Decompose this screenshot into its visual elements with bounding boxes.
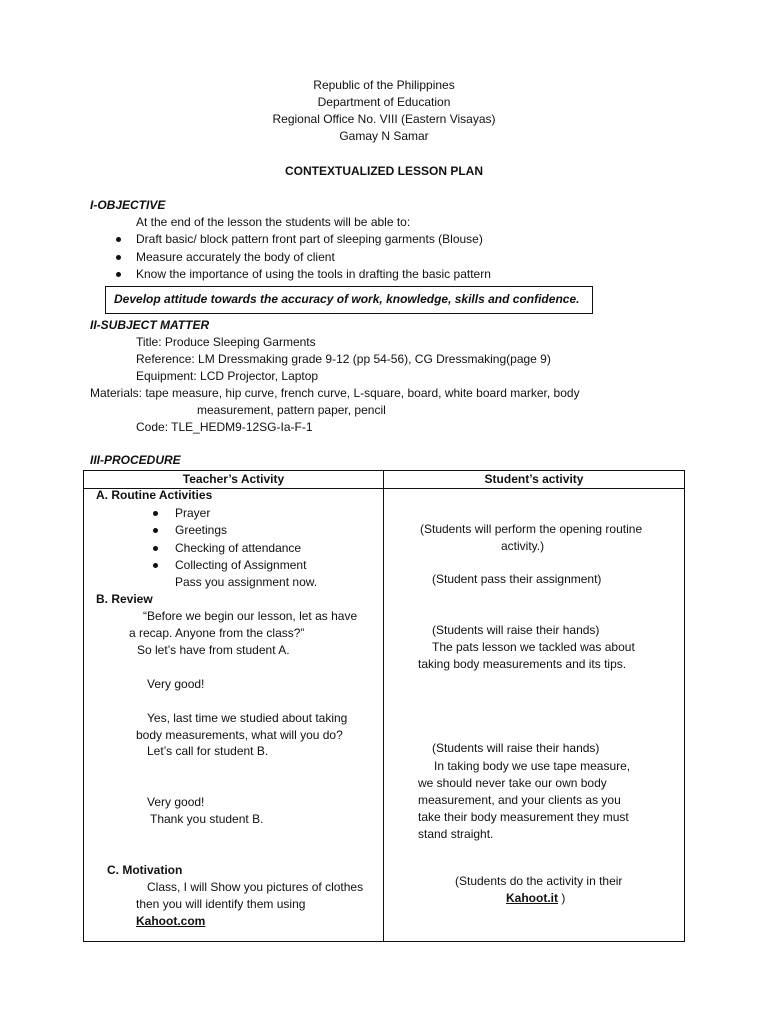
objective-bullet-1: Draft basic/ block pattern front part of sleeping garments (Blouse) — [136, 232, 483, 246]
objective-heading: I-OBJECTIVE — [90, 198, 166, 212]
objective-boxed-text: Develop attitude towards the accuracy of work, knowledge, skills and confidence. — [114, 292, 580, 306]
motivation-label: C. Motivation — [107, 863, 183, 877]
kahoot-com-link[interactable]: Kahoot.com — [136, 914, 206, 928]
document-title: CONTEXTUALIZED LESSON PLAN — [284, 164, 483, 178]
student-answer-b-1: In taking body we use tape measure, — [434, 759, 631, 773]
routine-item: Greetings — [175, 523, 228, 537]
student-answer-b-5: stand straight. — [418, 827, 494, 841]
header-department: Department of Education — [317, 95, 451, 109]
closing-paren: ) — [561, 891, 566, 905]
routine-pass-assignment: Pass you assignment now. — [175, 575, 318, 589]
student-answer-b-4: take their body measurement they must — [418, 810, 629, 824]
header-regional-office: Regional Office No. VIII (Eastern Visayas) — [272, 112, 496, 126]
review-yes-2: body measurements, what will you do? — [136, 728, 343, 742]
routine-item: Checking of attendance — [175, 541, 302, 555]
motivation-line-2: then you will identify them using — [136, 897, 306, 911]
bullet-icon — [153, 528, 158, 533]
student-answer-a-2: taking body measurements and its tips. — [418, 657, 627, 671]
student-routine-1: (Students will perform the opening routine — [420, 522, 643, 536]
review-thanks: Thank you student B. — [150, 812, 264, 826]
subject-equipment: Equipment: LCD Projector, Laptop — [136, 369, 319, 383]
subject-code: Code: TLE_HEDM9-12SG-Ia-F-1 — [136, 420, 313, 434]
header-republic: Republic of the Philippines — [313, 78, 455, 92]
kahoot-it-link[interactable]: Kahoot.it — [506, 891, 558, 905]
subject-title: Title: Produce Sleeping Garments — [136, 335, 316, 349]
student-pass-assignment: (Student pass their assignment) — [432, 572, 602, 586]
header-school: Gamay N Samar — [339, 129, 429, 143]
column-header-teacher: Teacher’s Activity — [182, 472, 285, 486]
column-header-student: Student’s activity — [484, 472, 584, 486]
bullet-icon — [116, 237, 121, 242]
table-column-divider — [383, 471, 384, 941]
review-question-3: So let’s have from student A. — [137, 643, 290, 657]
routine-activities-label: A. Routine Activities — [96, 488, 213, 502]
review-label: B. Review — [96, 592, 153, 606]
review-question-1: “Before we begin our lesson, let as have — [143, 609, 358, 623]
bullet-icon — [153, 546, 158, 551]
review-yes-1: Yes, last time we studied about taking — [147, 711, 348, 725]
student-answer-b-3: measurement, and your clients as you — [418, 793, 621, 807]
review-question-2: a recap. Anyone from the class?” — [129, 626, 305, 640]
subject-reference: Reference: LM Dressmaking grade 9-12 (pp 54-56), CG Dressmaking(page 9) — [136, 352, 551, 366]
routine-item: Collecting of Assignment — [175, 558, 307, 572]
student-answer-b-2: we should never take our own body — [418, 776, 607, 790]
objective-bullet-3: Know the importance of using the tools in drafting the basic pattern — [136, 267, 491, 281]
subject-materials: Materials: tape measure, hip curve, french curve, L-square, board, white board marker, body — [90, 386, 580, 400]
procedure-heading: III-PROCEDURE — [90, 453, 181, 467]
bullet-icon — [116, 272, 121, 277]
subject-heading: II-SUBJECT MATTER — [90, 318, 210, 332]
subject-materials-cont: measurement, pattern paper, pencil — [197, 403, 386, 417]
bullet-icon — [153, 563, 158, 568]
objective-boxed-statement — [105, 286, 593, 314]
student-raise-hands-1: (Students will raise their hands) — [432, 623, 600, 637]
motivation-line-1: Class, I will Show you pictures of clothes — [147, 880, 364, 894]
review-yes-3: Let’s call for student B. — [147, 744, 269, 758]
student-routine-2: activity.) — [501, 539, 545, 553]
review-very-good-1: Very good! — [147, 677, 205, 691]
bullet-icon — [153, 511, 158, 516]
objective-intro: At the end of the lesson the students will be able to: — [136, 215, 411, 229]
student-answer-a-1: The pats lesson we tackled was about — [432, 640, 635, 654]
student-activity-kahoot-1: (Students do the activity in their — [455, 874, 623, 888]
student-activity-kahoot-2 — [506, 890, 565, 907]
bullet-icon — [116, 255, 121, 260]
objective-bullet-2: Measure accurately the body of client — [136, 250, 335, 264]
student-raise-hands-2: (Students will raise their hands) — [432, 741, 600, 755]
routine-item: Prayer — [175, 506, 211, 520]
review-very-good-2: Very good! — [147, 795, 205, 809]
